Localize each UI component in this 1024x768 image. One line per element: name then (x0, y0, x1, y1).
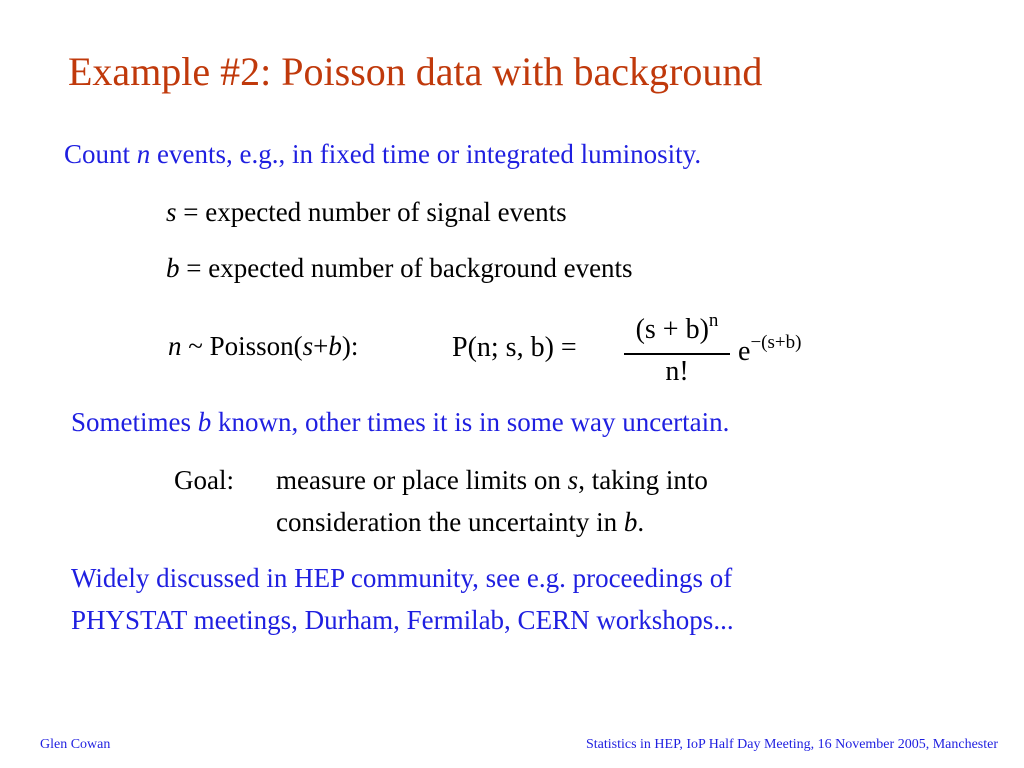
intro-line (64, 138, 701, 170)
signal-var: s (166, 197, 177, 227)
signal-definition (166, 196, 567, 228)
slide-title: Example #2: Poisson data with background (68, 49, 763, 94)
goal-label: Goal: (174, 465, 234, 495)
goal-text1-var: s (567, 465, 579, 495)
poisson-label (168, 330, 358, 362)
poisson-formula (452, 310, 852, 390)
intro-var-n: n (136, 139, 151, 169)
formula-numerator-base: (s + b) (635, 314, 709, 345)
poisson-var-b: b (328, 331, 342, 361)
discussion-line2: PHYSTAT meetings, Durham, Fermilab, CERN workshops... (71, 605, 734, 635)
poisson-mid: ~ Poisson( (181, 331, 303, 361)
goal-text1-pre: measure or place limits on (276, 465, 568, 495)
formula-exponential (738, 332, 801, 368)
uncertainty-var-b: b (197, 407, 212, 437)
footer-event: Statistics in HEP, IoP Half Day Meeting, 16 November 2005, Manchester (585, 737, 998, 752)
poisson-plus: + (313, 331, 329, 361)
poisson-var-s: s (302, 331, 314, 361)
formula-exp-base: e (738, 336, 751, 367)
footer-author: Glen Cowan (40, 737, 111, 752)
formula-denominator: n! (665, 356, 689, 387)
goal-text2-var: b (623, 507, 638, 537)
background-var: b (166, 253, 180, 283)
goal-text-line2 (276, 506, 644, 538)
poisson-var-n: n (168, 331, 182, 361)
background-definition (166, 252, 633, 284)
uncertainty-line (71, 406, 729, 438)
intro-pre: Count (64, 139, 137, 169)
formula-lhs: P(n; s, b) = (452, 332, 577, 363)
goal-text2-post: . (637, 507, 645, 537)
goal-text1-post: , taking into (578, 465, 708, 495)
formula-numerator-sup: n (708, 310, 719, 331)
goal-text-line1 (276, 464, 708, 496)
discussion-line1: Widely discussed in HEP community, see e.g. proceedings of (71, 563, 733, 593)
formula-numerator (622, 310, 732, 346)
uncertainty-post: known, other times it is in some way uncertain. (211, 407, 730, 437)
uncertainty-pre: Sometimes (71, 407, 198, 437)
intro-post: events, e.g., in fixed time or integrated luminosity. (150, 139, 702, 169)
formula-exp-sup: −(s+b) (750, 332, 802, 353)
formula-fraction-bar (624, 353, 730, 355)
goal-text2-pre: consideration the uncertainty in (276, 507, 624, 537)
background-text: = expected number of background events (179, 253, 633, 283)
signal-text: = expected number of signal events (176, 197, 567, 227)
poisson-end: ): (341, 331, 359, 361)
